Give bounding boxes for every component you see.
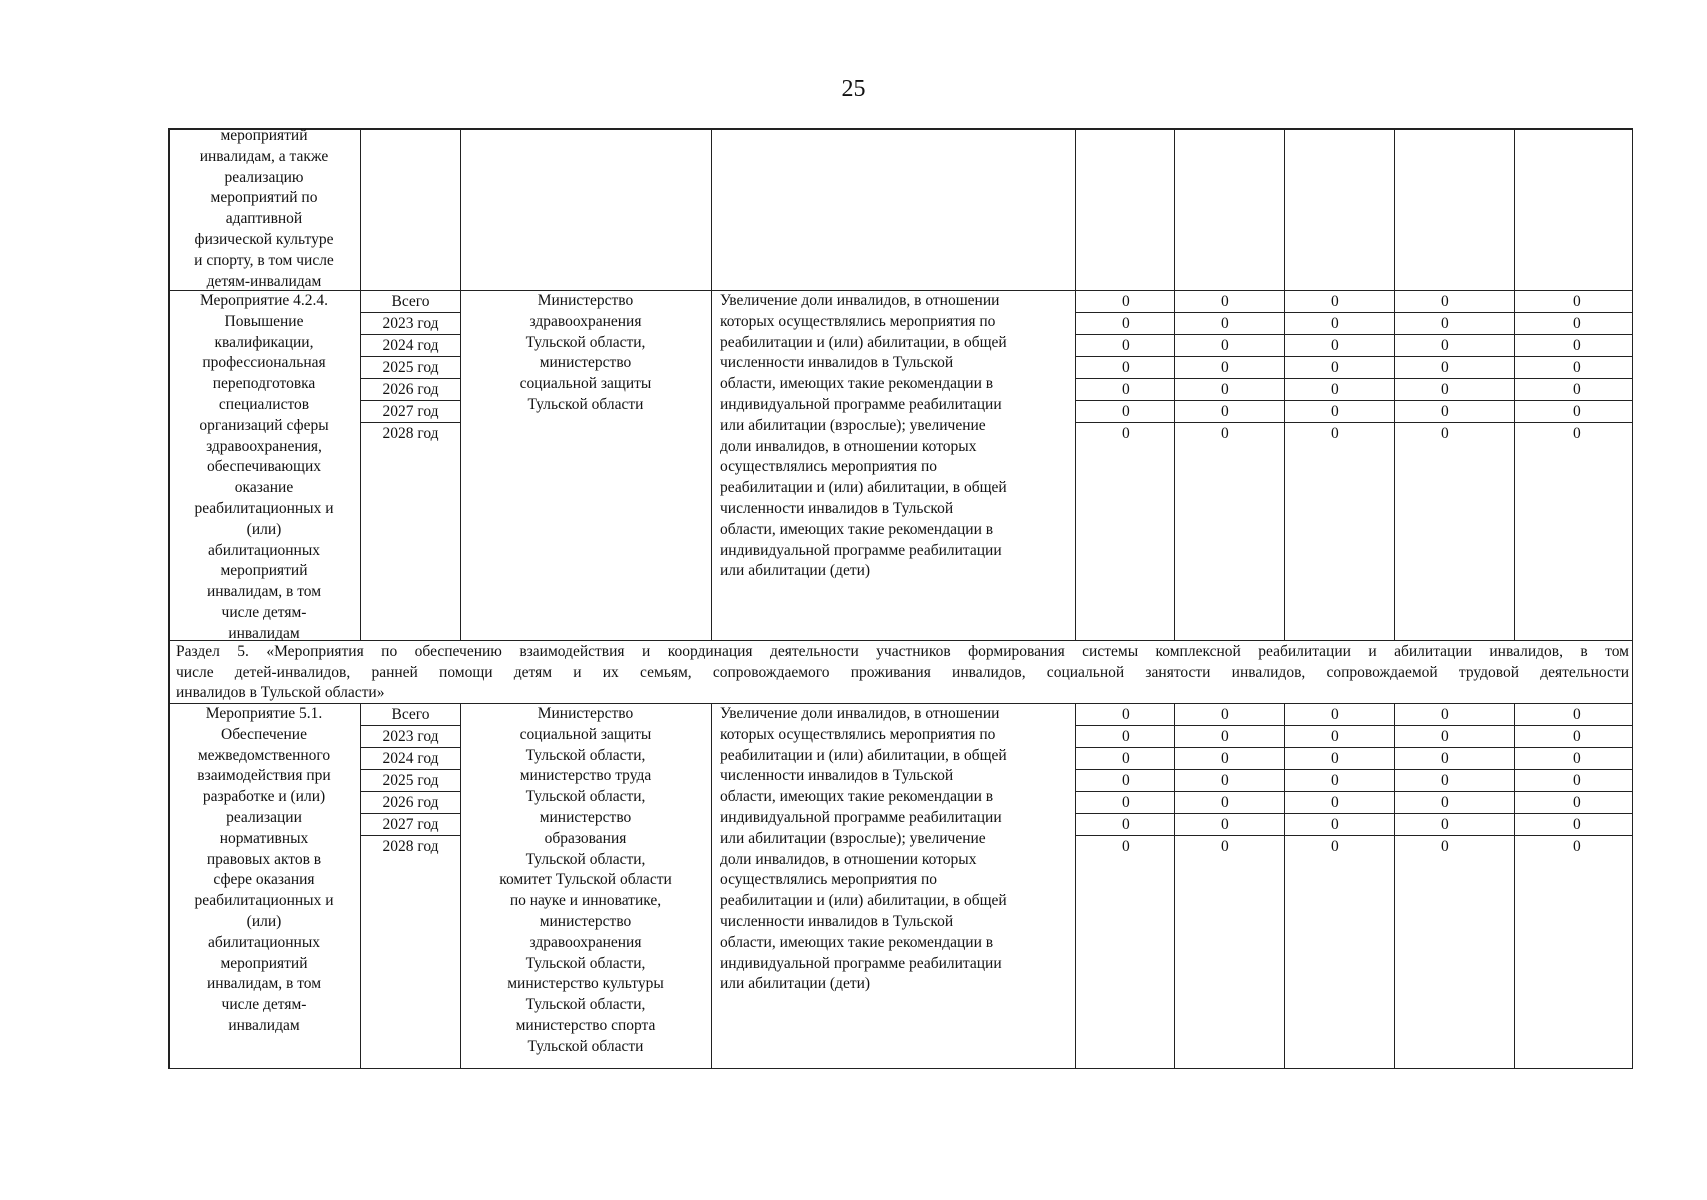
- value-cell: [1076, 423, 1174, 445]
- value-text: 0: [1122, 706, 1130, 723]
- value-cell: [1515, 836, 1633, 858]
- value-cell: [1395, 792, 1514, 814]
- value-cell: [1395, 291, 1514, 313]
- value-text: 0: [1122, 750, 1130, 767]
- value-text: 0: [1122, 359, 1130, 376]
- activity-name-fragment-line: мероприятий: [220, 127, 308, 144]
- value-cell: [1076, 814, 1174, 836]
- activity-5-executor-line: по науке и инноватике,: [509, 892, 662, 910]
- value-text: 0: [1122, 816, 1130, 833]
- value-cell: [1076, 313, 1174, 335]
- value-text: 0: [1221, 425, 1229, 442]
- value-text: 0: [1331, 337, 1339, 354]
- value-column: [1515, 704, 1633, 858]
- value-cell: [1175, 291, 1284, 313]
- value-cell: [1285, 335, 1394, 357]
- value-cell: [1395, 335, 1514, 357]
- value-text: 0: [1573, 728, 1581, 745]
- activity-5-name-line: абилитационных: [207, 933, 321, 951]
- value-cell: [1395, 379, 1514, 401]
- activity-5-indicator-line: численности инвалидов в Тульской: [720, 767, 954, 785]
- activity-5-name-line: сфере оказания: [213, 871, 315, 889]
- value-text: 0: [1441, 337, 1449, 354]
- value-cell: [1515, 357, 1633, 379]
- activity-5-name-line: реабилитационных и: [194, 892, 334, 910]
- value-text: 0: [1441, 425, 1449, 442]
- value-column: [1395, 291, 1514, 445]
- value-column: [1076, 704, 1174, 858]
- value-cell: [1395, 726, 1514, 748]
- value-cell: [1515, 335, 1633, 357]
- year-label: 2027 год: [361, 401, 460, 423]
- activity-4-indicator-line: Увеличение доли инвалидов, в отношении: [720, 292, 1000, 309]
- table-border-bottom: [168, 1068, 1633, 1070]
- value-text: 0: [1573, 425, 1581, 442]
- value-text: 0: [1331, 315, 1339, 332]
- column-divider: [460, 703, 461, 1069]
- activity-5-indicator-line: численности инвалидов в Тульской: [720, 912, 954, 930]
- value-text: 0: [1122, 772, 1130, 789]
- activity-5-name-line: Обеспечение: [221, 725, 307, 743]
- activity-4-indicator-line: реабилитации и (или) абилитации, в общей: [720, 479, 1007, 497]
- activity-name-fragment-line: реализацию: [224, 168, 304, 186]
- value-text: 0: [1441, 315, 1449, 332]
- value-cell: [1285, 748, 1394, 770]
- value-text: 0: [1122, 315, 1130, 332]
- activity-5-indicator-line: Увеличение доли инвалидов, в отношении: [720, 705, 1000, 722]
- activity-5-indicator-line: области, имеющих такие рекомендации в: [720, 933, 994, 951]
- value-text: 0: [1221, 816, 1229, 833]
- value-text: 0: [1122, 381, 1130, 398]
- activity-5-executor-line: Тульской области,: [525, 850, 646, 868]
- value-text: 0: [1441, 816, 1449, 833]
- year-label: Всего: [361, 704, 460, 726]
- activity-4-years: [361, 291, 460, 445]
- value-text: 0: [1573, 772, 1581, 789]
- value-text: 0: [1221, 772, 1229, 789]
- activity-5-executor-line: комитет Тульской области: [499, 871, 672, 889]
- activity-5-executor: [464, 704, 707, 1058]
- value-cell: [1515, 814, 1633, 836]
- value-text: 0: [1122, 838, 1130, 855]
- value-cell: [1285, 401, 1394, 423]
- year-label: 2024 год: [361, 335, 460, 357]
- activity-5-name: [172, 704, 356, 1037]
- value-cell: [1285, 814, 1394, 836]
- activity-5-name-line: инвалидам, в том: [206, 975, 322, 993]
- value-cell: [1515, 401, 1633, 423]
- value-text: 0: [1331, 359, 1339, 376]
- activity-name-fragment: [172, 126, 356, 292]
- activity-5-executor-line: министерство труда: [519, 767, 652, 785]
- value-cell: [1175, 726, 1284, 748]
- activity-4-indicator-line: индивидуальной программе реабилитации: [720, 541, 1002, 559]
- value-cell: [1076, 836, 1174, 858]
- value-cell: [1285, 291, 1394, 313]
- activity-5-executor-line: министерство: [539, 912, 632, 930]
- value-cell: [1285, 770, 1394, 792]
- document-table: [168, 128, 1633, 1069]
- value-text: 0: [1331, 706, 1339, 723]
- section-5-line: Раздел 5. «Мероприятия по обеспечению взаимодействия и координация деятельности участников формирования системы комплексной реабилитации и абилитации инвалидов, в том: [176, 643, 1629, 660]
- activity-5-executor-line: здравоохранения: [529, 933, 642, 951]
- value-text: 0: [1573, 403, 1581, 420]
- value-text: 0: [1221, 293, 1229, 310]
- year-label: 2026 год: [361, 379, 460, 401]
- value-cell: [1285, 836, 1394, 858]
- value-text: 0: [1573, 381, 1581, 398]
- value-column: [1076, 291, 1174, 445]
- activity-5-indicator-line: которых осуществлялись мероприятия по: [720, 725, 996, 743]
- value-cell: [1395, 357, 1514, 379]
- activity-name-fragment-line: адаптивной: [225, 210, 303, 228]
- activity-5-executor-line: Тульской области,: [525, 746, 646, 764]
- activity-5-executor-line: министерство культуры: [507, 975, 664, 993]
- value-text: 0: [1331, 838, 1339, 855]
- section-5-line: числе детей-инвалидов, ранней помощи детям и их семьям, сопровождаемого проживания инвалидов, социальной занятости инвалидов, сопровождаемой трудовой деятельности: [176, 663, 1629, 681]
- activity-4-name-line: переподготовка: [212, 375, 316, 393]
- activity-4-executor-line: Министерство: [537, 292, 634, 309]
- activity-4-name-line: организаций сферы: [199, 416, 329, 434]
- value-cell: [1515, 423, 1633, 445]
- value-text: 0: [1441, 728, 1449, 745]
- activity-4-name-line: мероприятий: [220, 562, 308, 580]
- activity-4-indicator-line: или абилитации (взрослые); увеличение: [720, 416, 986, 434]
- value-text: 0: [1331, 794, 1339, 811]
- value-cell: [1395, 401, 1514, 423]
- activity-4-name-line: реабилитационных и: [194, 499, 334, 517]
- value-cell: [1515, 792, 1633, 814]
- value-cell: [1076, 748, 1174, 770]
- table-border-left: [168, 128, 170, 1069]
- activity-4-executor-line: социальной защиты: [519, 375, 652, 393]
- activity-5-name-line: межведомственного: [197, 746, 331, 764]
- value-text: 0: [1221, 706, 1229, 723]
- activity-4-name-line: оказание: [234, 479, 294, 497]
- value-cell: [1515, 748, 1633, 770]
- value-text: 0: [1221, 381, 1229, 398]
- table-border-right: [1632, 128, 1634, 1069]
- activity-4-executor-line: здравоохранения: [529, 312, 642, 330]
- value-text: 0: [1331, 772, 1339, 789]
- value-cell: [1175, 748, 1284, 770]
- value-column: [1175, 704, 1284, 858]
- year-label: 2028 год: [382, 838, 439, 855]
- activity-4-executor-line: министерство: [539, 354, 632, 372]
- value-cell: [1175, 770, 1284, 792]
- activity-name-fragment-line: физической культуре: [194, 230, 334, 248]
- value-cell: [1076, 792, 1174, 814]
- value-text: 0: [1122, 337, 1130, 354]
- activity-5-executor-line: министерство: [539, 808, 632, 826]
- activity-5-executor-line: Тульской области: [527, 1037, 644, 1055]
- value-text: 0: [1441, 838, 1449, 855]
- value-cell: [1175, 335, 1284, 357]
- activity-4-name-line: профессиональная: [202, 354, 326, 372]
- value-text: 0: [1441, 293, 1449, 310]
- value-cell: [1395, 423, 1514, 445]
- value-cell: [1076, 379, 1174, 401]
- activity-4-indicator-line: численности инвалидов в Тульской: [720, 499, 954, 517]
- value-cell: [1285, 792, 1394, 814]
- activity-name-fragment-line: инвалидам, а также: [199, 147, 329, 165]
- value-column: [1285, 291, 1394, 445]
- value-text: 0: [1221, 315, 1229, 332]
- activity-4-name: [172, 291, 356, 645]
- activity-5-executor-line: Министерство: [537, 705, 634, 722]
- value-text: 0: [1441, 706, 1449, 723]
- value-text: 0: [1441, 359, 1449, 376]
- value-text: 0: [1331, 381, 1339, 398]
- value-text: 0: [1573, 337, 1581, 354]
- activity-4-indicator-line: реабилитации и (или) абилитации, в общей: [720, 333, 1007, 351]
- activity-4-name-line: абилитационных: [207, 541, 321, 559]
- activity-4-indicator-line: индивидуальной программе реабилитации: [720, 395, 1002, 413]
- year-label: 2023 год: [361, 726, 460, 748]
- activity-4-name-line: числе детям-: [221, 603, 307, 621]
- value-text: 0: [1221, 337, 1229, 354]
- activity-4-indicator-line: доли инвалидов, в отношении которых: [720, 437, 977, 455]
- activity-4-name-line: инвалидам, в том: [206, 583, 322, 601]
- value-column: [1395, 704, 1514, 858]
- value-cell: [1395, 313, 1514, 335]
- activity-5-name-line: инвалидам: [228, 1016, 300, 1034]
- activity-5-name-line: мероприятий: [220, 954, 308, 972]
- activity-4-indicator-line: численности инвалидов в Тульской: [720, 354, 954, 372]
- value-text: 0: [1441, 381, 1449, 398]
- value-text: 0: [1331, 728, 1339, 745]
- column-divider: [460, 128, 461, 640]
- activity-5-name-line: нормативных: [219, 829, 309, 847]
- activity-5-executor-line: образования: [544, 829, 627, 847]
- value-cell: [1395, 770, 1514, 792]
- activity-5-years: [361, 704, 460, 858]
- year-label: 2025 год: [361, 770, 460, 792]
- activity-5-indicator-line: реабилитации и (или) абилитации, в общей: [720, 892, 1007, 910]
- value-cell: [1515, 726, 1633, 748]
- value-text: 0: [1573, 359, 1581, 376]
- value-cell: [1175, 836, 1284, 858]
- activity-5-name-line: реализации: [226, 808, 302, 826]
- value-column: [1175, 291, 1284, 445]
- value-cell: [1515, 291, 1633, 313]
- value-cell: [1175, 792, 1284, 814]
- activity-4-name-line: Мероприятие 4.2.4.: [199, 292, 329, 309]
- value-text: 0: [1441, 772, 1449, 789]
- value-cell: [1285, 704, 1394, 726]
- value-text: 0: [1573, 838, 1581, 855]
- value-cell: [1515, 770, 1633, 792]
- value-text: 0: [1221, 838, 1229, 855]
- value-cell: [1175, 379, 1284, 401]
- year-label: 2027 год: [361, 814, 460, 836]
- value-cell: [1515, 379, 1633, 401]
- value-text: 0: [1122, 293, 1130, 310]
- activity-5-indicator-line: или абилитации (дети): [720, 975, 871, 993]
- value-text: 0: [1221, 750, 1229, 767]
- value-cell: [1076, 357, 1174, 379]
- activity-5-executor-line: министерство спорта: [515, 1016, 656, 1034]
- activity-5-indicator-line: реабилитации и (или) абилитации, в общей: [720, 746, 1007, 764]
- value-text: 0: [1122, 728, 1130, 745]
- activity-4-indicator-line: области, имеющих такие рекомендации в: [720, 375, 994, 393]
- activity-4-name-line: обеспечивающих: [206, 458, 321, 476]
- activity-name-fragment-line: и спорту, в том числе: [194, 251, 334, 269]
- value-column: [1285, 704, 1394, 858]
- activity-5-indicator-line: области, имеющих такие рекомендации в: [720, 788, 994, 806]
- activity-4-indicator-line: которых осуществлялись мероприятия по: [720, 312, 996, 330]
- activity-4-indicator-line: осуществлялись мероприятия по: [720, 458, 938, 476]
- activity-5-executor-line: Тульской области,: [525, 996, 646, 1014]
- value-cell: [1175, 357, 1284, 379]
- value-text: 0: [1331, 293, 1339, 310]
- activity-4-name-line: Повышение: [224, 312, 304, 330]
- activity-5-indicator-line: индивидуальной программе реабилитации: [720, 808, 1002, 826]
- section-5-line: инвалидов в Тульской области»: [176, 684, 385, 701]
- value-cell: [1395, 748, 1514, 770]
- value-cell: [1175, 814, 1284, 836]
- value-text: 0: [1573, 315, 1581, 332]
- value-text: 0: [1122, 794, 1130, 811]
- value-text: 0: [1221, 359, 1229, 376]
- value-cell: [1076, 335, 1174, 357]
- value-cell: [1285, 423, 1394, 445]
- activity-5-indicator: [712, 704, 1074, 995]
- value-text: 0: [1573, 816, 1581, 833]
- activity-4-executor-line: Тульской области: [527, 395, 644, 413]
- value-cell: [1076, 291, 1174, 313]
- activity-5-name-line: числе детям-: [221, 996, 307, 1014]
- value-cell: [1285, 379, 1394, 401]
- value-cell: [1076, 726, 1174, 748]
- value-cell: [1076, 704, 1174, 726]
- value-text: 0: [1573, 293, 1581, 310]
- value-text: 0: [1221, 403, 1229, 420]
- activity-5-name-line: взаимодействия при: [197, 767, 331, 785]
- value-cell: [1175, 704, 1284, 726]
- year-label: 2024 год: [361, 748, 460, 770]
- activity-4-name-line: инвалидам: [228, 624, 300, 642]
- value-cell: [1395, 704, 1514, 726]
- value-cell: [1175, 401, 1284, 423]
- value-text: 0: [1573, 706, 1581, 723]
- value-cell: [1285, 726, 1394, 748]
- value-text: 0: [1331, 750, 1339, 767]
- value-text: 0: [1441, 403, 1449, 420]
- value-cell: [1076, 770, 1174, 792]
- activity-4-indicator: [712, 291, 1074, 582]
- value-cell: [1515, 313, 1633, 335]
- activity-4-executor: [464, 291, 707, 416]
- value-text: 0: [1221, 794, 1229, 811]
- value-cell: [1285, 313, 1394, 335]
- value-text: 0: [1573, 794, 1581, 811]
- value-cell: [1175, 423, 1284, 445]
- value-column: [1515, 291, 1633, 445]
- activity-5-indicator-line: или абилитации (взрослые); увеличение: [720, 829, 986, 847]
- value-text: 0: [1122, 425, 1130, 442]
- activity-4-name-line: специалистов: [218, 395, 310, 413]
- activity-5-indicator-line: доли инвалидов, в отношении которых: [720, 850, 977, 868]
- activity-4-indicator-line: области, имеющих такие рекомендации в: [720, 520, 994, 538]
- activity-5-indicator-line: осуществлялись мероприятия по: [720, 871, 938, 889]
- activity-5-name-line: (или): [246, 912, 282, 930]
- activity-5-executor-line: Тульской области,: [525, 788, 646, 806]
- activity-name-fragment-line: детям-инвалидам: [206, 272, 322, 290]
- value-text: 0: [1331, 425, 1339, 442]
- activity-4-executor-line: Тульской области,: [525, 333, 646, 351]
- section-5-header: [168, 640, 1633, 703]
- year-label: 2023 год: [361, 313, 460, 335]
- value-text: 0: [1221, 728, 1229, 745]
- activity-4-name-line: здравоохранения,: [206, 437, 322, 455]
- value-text: 0: [1441, 794, 1449, 811]
- activity-4-name-line: (или): [246, 520, 282, 538]
- value-text: 0: [1331, 816, 1339, 833]
- value-cell: [1076, 401, 1174, 423]
- year-label: Всего: [361, 291, 460, 313]
- activity-4-indicator-line: или абилитации (дети): [720, 562, 871, 580]
- activity-5-executor-line: социальной защиты: [519, 725, 652, 743]
- page-number: 25: [841, 76, 866, 102]
- value-text: 0: [1122, 403, 1130, 420]
- activity-4-name-line: квалификации,: [214, 333, 314, 351]
- activity-5-name-line: Мероприятие 5.1.: [205, 705, 323, 722]
- value-text: 0: [1441, 750, 1449, 767]
- value-cell: [1395, 836, 1514, 858]
- year-label: 2025 год: [361, 357, 460, 379]
- activity-5-indicator-line: индивидуальной программе реабилитации: [720, 954, 1002, 972]
- value-text: 0: [1573, 750, 1581, 767]
- table-border-top: [168, 128, 1633, 130]
- year-label: 2026 год: [361, 792, 460, 814]
- year-label: 2028 год: [382, 425, 439, 442]
- value-text: 0: [1331, 403, 1339, 420]
- activity-5-name-line: правовых актов в: [206, 850, 322, 868]
- value-cell: [1395, 814, 1514, 836]
- activity-name-fragment-line: мероприятий по: [210, 189, 318, 207]
- activity-5-executor-line: Тульской области,: [525, 954, 646, 972]
- value-cell: [1285, 357, 1394, 379]
- value-cell: [1175, 313, 1284, 335]
- value-cell: [1515, 704, 1633, 726]
- activity-5-name-line: разработке и (или): [202, 788, 326, 806]
